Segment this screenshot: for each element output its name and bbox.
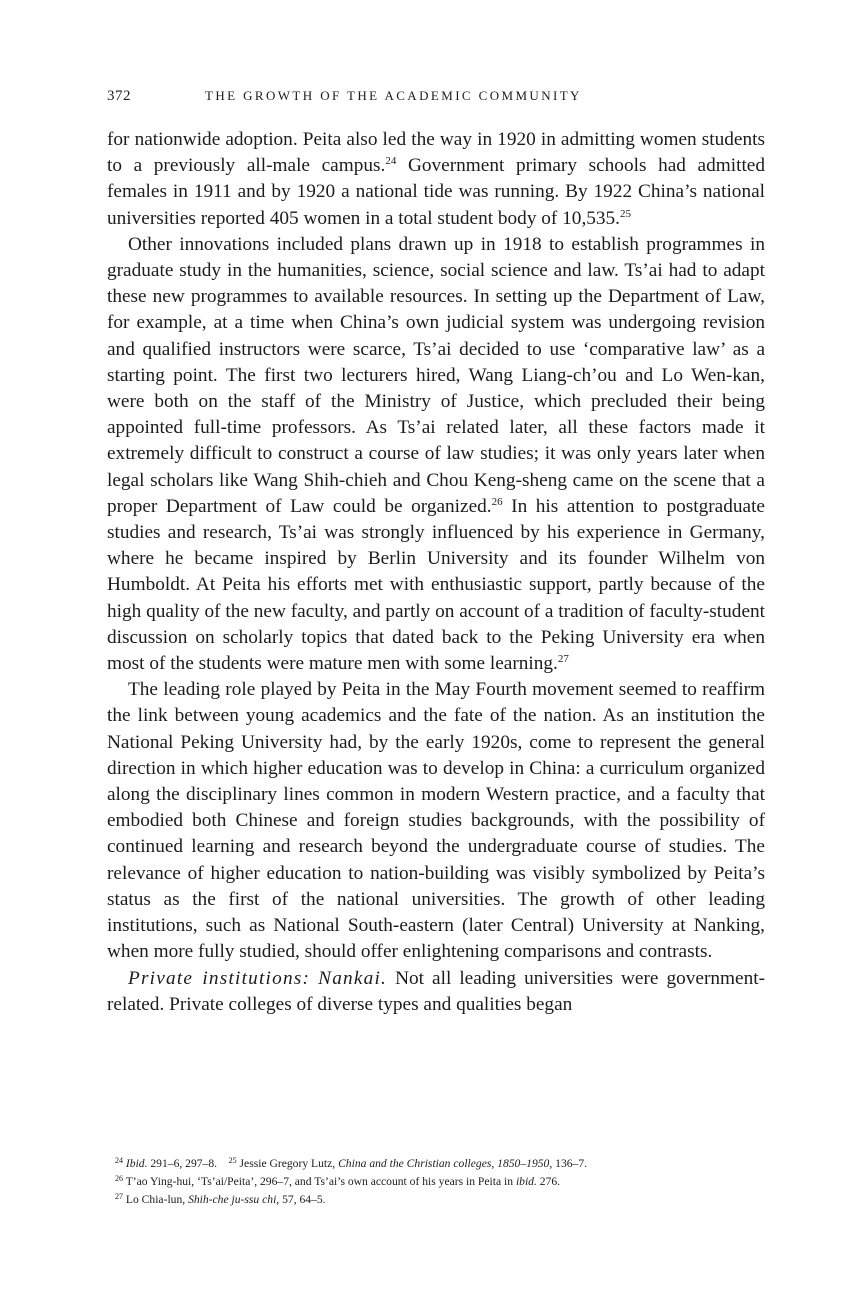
footnote-number: 24: [115, 1156, 123, 1165]
footnote-text: , 136–7.: [549, 1157, 588, 1170]
page-content: [107, 86, 765, 1018]
footnote-text: Lo Chia-lun,: [125, 1193, 189, 1206]
paragraph-2: [107, 232, 765, 677]
footnote-italic: Ibid.: [125, 1157, 148, 1170]
body-text: [107, 127, 765, 1018]
footnote-ref-25[interactable]: 25: [620, 207, 632, 220]
paragraph-1: [107, 127, 765, 232]
paragraph-4: [107, 966, 765, 1018]
page-number: 372: [107, 88, 131, 104]
footnote-italic: Shih-che ju-ssu chi: [188, 1193, 277, 1206]
footnotes: [107, 1155, 765, 1209]
footnote-number: 25: [228, 1156, 237, 1165]
footnote-ref-27[interactable]: 27: [557, 653, 569, 666]
running-title: THE GROWTH OF THE ACADEMIC COMMUNITY: [205, 88, 582, 103]
footnote-27: [107, 1191, 765, 1209]
running-header: [107, 86, 765, 106]
paragraph-text: In his attention to postgraduate studies and research, Ts’ai was strongly influenced by his experience in Germany, where he became inspired by Berlin University and its founder Wilhelm von Humboldt. At Peita his efforts met with enthusiastic support, partly because of the high quality of the new faculty, and partly on account of a tradition of faculty-student discussion on scholarly topics that dated back to the Peking University era when most of the students were mature men with some learning.: [107, 495, 765, 675]
footnote-italic: ibid.: [515, 1175, 537, 1188]
paragraph-text: for nationwide adoption. Peita also led the way in 1920 in admitting women students to a previously all-male campus.: [107, 129, 765, 177]
footnote-text: , 57, 64–5.: [276, 1193, 326, 1206]
section-heading-private-institutions: Private institutions:: [128, 967, 311, 989]
footnote-24-25: [107, 1155, 765, 1173]
footnote-number: 26: [115, 1174, 123, 1183]
paragraph-text: Government primary schools had admitted females in 1911 and by 1920 a national tide was running. By 1922 China’s national universities reported 405 women in a total student body of 10,535.: [107, 155, 765, 229]
footnote-text: Jessie Gregory Lutz,: [239, 1157, 339, 1170]
footnote-italic: China and the Christian colleges, 1850–1950: [338, 1157, 550, 1170]
paragraph-text: Not all leading universities were government-related. Private colleges of diverse types and qualities began: [107, 967, 765, 1015]
footnote-text: 276.: [536, 1175, 561, 1188]
footnote-26: [107, 1173, 765, 1191]
footnote-ref-24[interactable]: 24: [385, 155, 397, 168]
footnote-text: T’ao Ying-hui, ‘Ts’ai/Peita’, 296–7, and Ts’ai’s own account of his years in Peita in: [125, 1175, 516, 1188]
paragraph-text: Other innovations included plans drawn up in 1918 to establish programmes in graduate study in the humanities, science, social science and law. Ts’ai had to adapt these new programmes to available resources. In setting up the Department of Law, for example, at a time when China’s own judicial system was undergoing revision and qualified instructors were scarce, Ts’ai decided to use ‘comparative law’ as a starting point. The first two lecturers hired, Wang Liang-ch’ou and Lo Wen-kan, were both on the staff of the Ministry of Justice, which precluded their being appointed full-time professors. As Ts’ai related later, all these factors made it extremely difficult to construct a course of law studies; it was only years later when legal scholars like Wang Shih-chieh and Chou Keng-sheng came on the scene that a proper Department of Law could be organized.: [107, 233, 765, 517]
paragraph-3: The leading role played by Peita in the May Fourth movement seemed to reaffirm the link between young academics and the fate of the nation. As an institution the National Peking University had, by the early 1920s, come to represent the general direction in which higher education was to develop in China: a curriculum organized along the disciplinary lines common in modern Western practice, and a faculty that embodied both Chinese and foreign studies backgrounds, with the possibility of continued learning and research beyond the undergraduate course of studies. The relevance of higher education to nation-building was visibly symbolized by Peita’s status as the first of the national universities. The growth of other leading institutions, such as National South-eastern (later Central) University at Nanking, when more fully studied, should offer enlightening comparisons and contrasts.: [107, 679, 765, 963]
section-heading-nankai: Nankai.: [318, 967, 388, 989]
footnote-number: 27: [115, 1192, 123, 1201]
footnote-text: 291–6, 297–8.: [147, 1157, 218, 1170]
footnote-ref-26[interactable]: 26: [491, 495, 503, 508]
